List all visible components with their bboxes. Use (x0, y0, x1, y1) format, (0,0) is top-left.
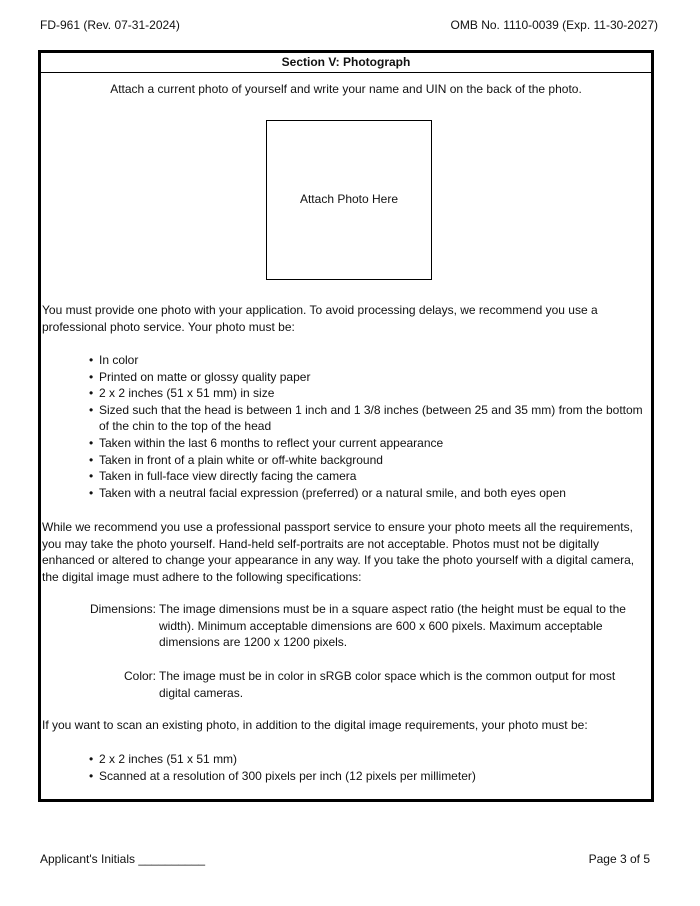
spec-text: The image must be in color in sRGB color space which is the common output for most digital cameras. (159, 669, 616, 700)
spec-dimensions (41, 601, 649, 651)
spec-text: The image dimensions must be in a square aspect ratio (the height must be equal to the width). Minimum acceptable dimensions are 600 x 600 pixels. Maximum acceptable dimensions are 1200 x 1200 pixels. (159, 602, 626, 650)
list-item: • 2 x 2 inches (51 x 51 mm) (89, 751, 647, 768)
list-item: • Taken in full-face view directly facing the camera (89, 468, 647, 485)
photo-attach-box (266, 120, 432, 280)
list-item: • Sized such that the head is between 1 inch and 1 3/8 inches (between 25 and 35 mm) from the bottom of the chin to the top of the head (89, 402, 647, 435)
list-item: • Printed on matte or glossy quality paper (89, 369, 647, 386)
spec-label: Color: (123, 669, 156, 683)
spec-label: Dimensions: (89, 602, 156, 616)
omb-number: OMB No. 1110-0039 (Exp. 11-30-2027) (450, 18, 658, 32)
applicant-initials: Applicant's Initials __________ (40, 852, 206, 866)
list-item: • Taken within the last 6 months to reflect your current appearance (89, 435, 647, 452)
photo-box-label: Attach Photo Here (299, 192, 399, 206)
list-item: • Taken in front of a plain white or off-white background (89, 452, 647, 469)
section-title: Section V: Photograph (41, 53, 651, 73)
spec-color (41, 668, 649, 701)
scan-paragraph: If you want to scan an existing photo, in addition to the digital image requirements, your photo must be: (42, 718, 588, 732)
photo-requirements-list (89, 352, 647, 501)
list-item: • Scanned at a resolution of 300 pixels per inch (12 pixels per millimeter) (89, 768, 647, 785)
section-frame (38, 50, 654, 802)
list-item: • Taken with a neutral facial expression (preferred) or a natural smile, and both eyes open (89, 485, 647, 502)
photo-intro-paragraph: You must provide one photo with your application. To avoid processing delays, we recommend you use a professional photo service. Your photo must be: (42, 303, 598, 334)
digital-photo-paragraph: While we recommend you use a professional passport service to ensure your photo meets all the requirements, you may take the photo yourself. Hand-held self-portraits are not acceptable. Photos must not be digitally enhanced or altered to change your appearance in any way. If you take the photo yourself with a digital camera, the digital image must adhere to the following specifications: (42, 520, 635, 584)
page-number: Page 3 of 5 (588, 852, 650, 866)
photo-instruction: Attach a current photo of yourself and write your name and UIN on the back of the photo. (110, 82, 582, 96)
form-id: FD-961 (Rev. 07-31-2024) (40, 18, 180, 32)
list-item: • 2 x 2 inches (51 x 51 mm) in size (89, 385, 647, 402)
scan-requirements-list (89, 751, 647, 784)
list-item: • In color (89, 352, 647, 369)
